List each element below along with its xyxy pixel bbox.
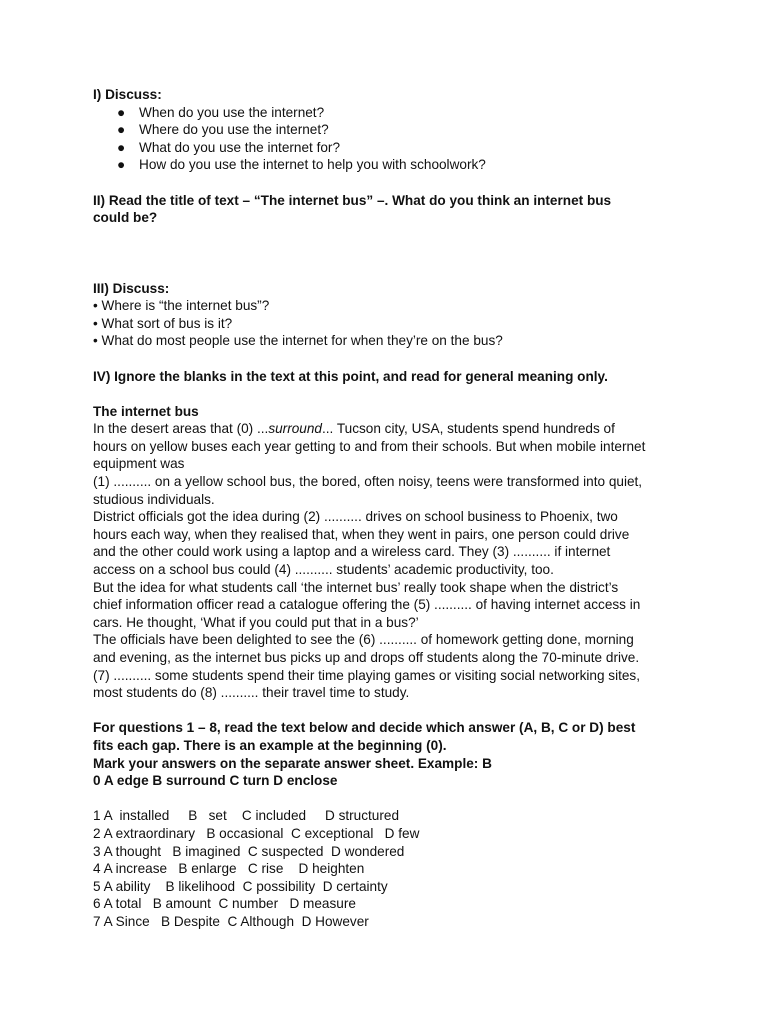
list-item: • What sort of bus is it? bbox=[93, 315, 233, 331]
list-item: • Where is “the internet bus”? bbox=[93, 298, 270, 314]
text-line bbox=[93, 420, 683, 438]
section-4-heading: IV) Ignore the blanks in the text at this point, and read for general meaning only. bbox=[93, 368, 608, 384]
bullet-icon: ● bbox=[117, 122, 126, 138]
answer-option-row: 3 A thought B imagined C suspected D wondered bbox=[93, 843, 405, 859]
text-line: hours each way, when they realised that, when they went in pairs, one person could drive bbox=[93, 526, 630, 542]
question-text: When do you use the internet? bbox=[139, 104, 325, 120]
text-title: The internet bus bbox=[93, 403, 199, 419]
answer-option-row: 4 A increase B enlarge C rise D heighten bbox=[93, 861, 365, 877]
example-options: 0 A edge B surround C turn D enclose bbox=[93, 773, 338, 789]
section-1-heading: I) Discuss: bbox=[93, 87, 162, 102]
answer-option-row: 1 A installed B set C included D structured bbox=[93, 808, 400, 824]
text-line: and evening, as the internet bus picks up and drops off students along the 70-minute drive. bbox=[93, 650, 640, 666]
worksheet-page bbox=[93, 86, 683, 931]
bullet-icon: ● bbox=[117, 139, 126, 155]
reading-text bbox=[93, 403, 683, 702]
instructions bbox=[93, 719, 683, 789]
section-3-heading: III) Discuss: bbox=[93, 280, 170, 296]
text-line: equipment was bbox=[93, 456, 185, 472]
bullet-icon: ● bbox=[117, 104, 126, 120]
list-item bbox=[117, 139, 683, 157]
section-2-heading-line-1: II) Read the title of text – “The internet bus” –. What do you think an internet bus bbox=[93, 192, 612, 208]
text-line: hours on yellow buses each year getting to and from their schools. But when mobile internet bbox=[93, 438, 646, 454]
text-line: cars. He thought, ‘What if you could put that in a bus?’ bbox=[93, 614, 419, 630]
section-discuss-3 bbox=[93, 280, 683, 350]
answer-option-row: 7 A Since B Despite C Although D However bbox=[93, 913, 369, 929]
text-line: The officials have been delighted to see the (6) .......... of homework getting done, morning bbox=[93, 632, 634, 648]
text-line: District officials got the idea during (2) .......... drives on school business to Phoenix, two bbox=[93, 509, 618, 525]
bullet-icon: ● bbox=[117, 157, 126, 173]
question-text: How do you use the internet to help you with schoolwork? bbox=[139, 157, 486, 173]
text-line-start: In the desert areas that (0) ... bbox=[93, 421, 269, 437]
answer-option-row: 2 A extraordinary B occasional C exceptional D few bbox=[93, 825, 420, 841]
list-item: • What do most people use the internet for when they’re on the bus? bbox=[93, 333, 503, 349]
section-discuss-1 bbox=[93, 86, 683, 174]
text-line: chief information officer read a catalogue offering the (5) .......... of having internet access in bbox=[93, 597, 641, 613]
text-line: and the other could work using a laptop and a wireless card. They (3) .......... if internet bbox=[93, 544, 611, 560]
example-answer: surround bbox=[268, 421, 322, 437]
list-item bbox=[117, 104, 683, 122]
list-item bbox=[117, 156, 683, 174]
question-text: Where do you use the internet? bbox=[139, 122, 329, 138]
text-line: (7) .......... some students spend their time playing games or visiting social networking sites, bbox=[93, 667, 641, 683]
answer-option-row: 5 A ability B likelihood C possibility D certainty bbox=[93, 878, 388, 894]
answer-option-row: 6 A total B amount C number D measure bbox=[93, 896, 356, 912]
instructions-line: For questions 1 – 8, read the text below and decide which answer (A, B, C or D) best bbox=[93, 720, 636, 736]
section-read-title bbox=[93, 192, 683, 227]
question-text: What do you use the internet for? bbox=[139, 139, 341, 155]
instructions-line: fits each gap. There is an example at the beginning (0). bbox=[93, 737, 447, 753]
list-item bbox=[117, 121, 683, 139]
answer-options bbox=[93, 807, 683, 930]
text-line-end: ... Tucson city, USA, students spend hundreds of bbox=[321, 421, 615, 437]
section-ignore-blanks bbox=[93, 368, 683, 386]
section-1-question-list bbox=[93, 104, 683, 174]
text-line: But the idea for what students call ‘the internet bus’ really took shape when the district’s bbox=[93, 579, 619, 595]
text-line: most students do (8) .......... their travel time to study. bbox=[93, 685, 410, 701]
text-line: (1) .......... on a yellow school bus, the bored, often noisy, teens were transformed into quiet, bbox=[93, 474, 643, 490]
section-2-heading-line-2: could be? bbox=[93, 210, 158, 226]
instructions-line: Mark your answers on the separate answer sheet. Example: B bbox=[93, 755, 492, 771]
text-line: access on a school bus could (4) .......... students’ academic productivity, too. bbox=[93, 562, 554, 578]
text-line: studious individuals. bbox=[93, 491, 215, 507]
